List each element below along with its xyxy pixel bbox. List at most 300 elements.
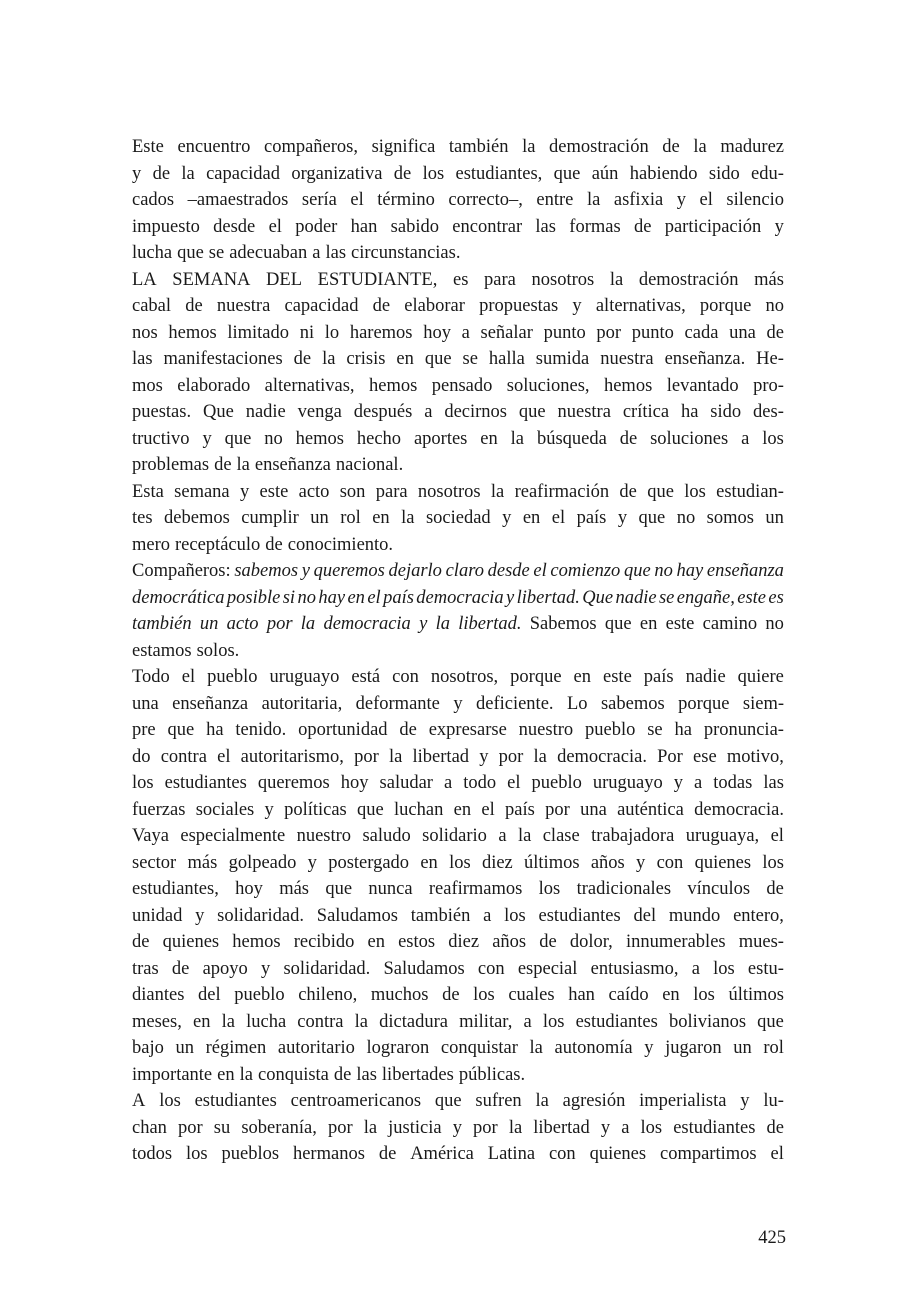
word: y — [261, 958, 271, 979]
word: quienes — [694, 852, 752, 873]
word: a — [691, 958, 700, 979]
word: han — [568, 985, 595, 1005]
word: halla — [488, 349, 525, 369]
word: LA — [132, 269, 157, 290]
text-line — [132, 1062, 784, 1089]
word: limitado — [227, 322, 290, 343]
word: de — [633, 216, 652, 237]
word: de — [442, 985, 460, 1005]
word: capacidad — [206, 163, 281, 184]
word: y — [202, 428, 212, 449]
word: más — [187, 852, 218, 873]
word: las — [325, 243, 347, 263]
word: reafirmamos — [428, 879, 523, 899]
word: término — [377, 190, 435, 210]
word: el — [770, 1144, 784, 1164]
word: el — [181, 667, 196, 687]
word: la — [609, 269, 624, 290]
word: y — [617, 508, 628, 528]
word: en — [217, 1064, 235, 1085]
word: hoy — [235, 879, 263, 899]
word: estudiantes — [194, 1091, 277, 1111]
word: quienes — [162, 932, 220, 952]
word: se — [658, 587, 675, 608]
text-line — [132, 346, 784, 373]
word: hemos — [295, 428, 344, 449]
word: a — [621, 1117, 630, 1138]
word: centroamericanos — [290, 1091, 422, 1111]
word: tenido. — [235, 720, 287, 740]
word: expresarse — [428, 720, 507, 740]
word: que — [167, 720, 195, 740]
word: en — [396, 349, 414, 369]
page-number: 425 — [758, 1228, 786, 1248]
word: de — [766, 879, 784, 899]
word: los — [473, 985, 495, 1005]
word: hemos — [168, 322, 217, 343]
word: años — [492, 932, 527, 952]
word: pueblo — [207, 667, 258, 687]
word: saludar — [379, 773, 433, 793]
word: hay — [318, 587, 346, 608]
word: autoritarismo, — [240, 746, 344, 767]
word: caído — [608, 985, 649, 1005]
word: no — [264, 428, 283, 449]
word: la — [508, 1117, 523, 1138]
word: Vaya — [132, 826, 169, 846]
word: bajo — [132, 1038, 164, 1058]
word: diez — [448, 932, 480, 952]
text-line — [132, 1088, 784, 1115]
word: en — [573, 667, 592, 687]
word: a — [444, 773, 453, 793]
word: unidad — [132, 905, 183, 926]
word: manifestaciones — [163, 349, 283, 369]
word: entero, — [733, 905, 784, 926]
word: quiere — [737, 667, 784, 687]
word: sabemos — [234, 561, 299, 581]
word: de — [619, 428, 638, 449]
word: con — [477, 958, 505, 979]
word: y — [479, 746, 489, 767]
word: con — [656, 852, 684, 873]
word: las — [132, 349, 153, 369]
text-line — [132, 770, 784, 797]
word: la — [300, 614, 316, 634]
word: país — [505, 799, 535, 820]
word: crítica — [622, 402, 670, 422]
word: elaborado — [177, 375, 251, 396]
word: golpeado — [228, 852, 297, 873]
word: quienes — [589, 1144, 647, 1164]
word: muchos — [370, 985, 429, 1005]
word: puestas. — [132, 402, 192, 422]
word: hoy — [340, 773, 369, 793]
word: lucha — [132, 243, 173, 263]
word: soluciones, — [506, 375, 590, 396]
word: los — [762, 852, 784, 873]
word: apoyo — [202, 958, 248, 979]
word: a — [312, 243, 321, 263]
word: y — [452, 1117, 462, 1138]
word: este — [737, 587, 766, 608]
word: motivo, — [726, 746, 784, 767]
word: por — [266, 614, 293, 634]
word: ni — [299, 322, 315, 343]
text-line — [132, 982, 784, 1009]
word: y — [636, 852, 646, 873]
word: que — [604, 614, 632, 634]
word: en — [522, 508, 541, 528]
word: mero — [132, 534, 171, 555]
word: mos — [132, 375, 163, 396]
word: solidario — [422, 826, 487, 846]
word: también — [410, 905, 471, 926]
word: sociales — [195, 799, 255, 820]
word: todo — [463, 773, 497, 793]
word: asfixia — [613, 190, 664, 210]
word: sufren — [475, 1091, 522, 1111]
text-line — [132, 1009, 784, 1036]
word: los — [713, 958, 735, 979]
word: está — [351, 667, 381, 687]
word: años — [590, 852, 625, 873]
word: se — [462, 349, 478, 369]
word: últimos — [524, 852, 580, 873]
word: pensado — [431, 375, 493, 396]
word: nuestra — [600, 349, 654, 369]
word: A — [132, 1091, 146, 1111]
word: han — [350, 216, 378, 237]
word: enseñanza — [706, 561, 784, 581]
word: y — [264, 799, 274, 820]
word: este — [603, 667, 632, 687]
word: los — [684, 481, 706, 502]
word: especial — [517, 958, 578, 979]
word: que — [434, 1091, 462, 1111]
word: ha — [206, 720, 224, 740]
word: compañeros, — [263, 137, 358, 157]
word: para — [375, 481, 408, 502]
word: que — [424, 349, 452, 369]
word: y — [132, 163, 142, 184]
word: demostración — [638, 269, 739, 290]
word: estudiantes, — [455, 163, 543, 184]
word: sería — [301, 190, 337, 210]
word: aportes — [413, 428, 468, 449]
word: que — [638, 508, 666, 528]
word: chileno, — [298, 985, 358, 1005]
word: la — [693, 137, 707, 157]
word: significa — [371, 137, 436, 157]
word: conquista — [257, 1064, 329, 1085]
word: los — [132, 773, 154, 793]
word: alternativas, — [264, 375, 355, 396]
word: nuestro — [518, 720, 574, 740]
text-line — [132, 744, 784, 771]
word: en — [372, 508, 390, 528]
word: últimos — [728, 985, 784, 1005]
word: do — [132, 746, 151, 767]
word: estamos — [132, 640, 192, 661]
word: nuestro — [296, 826, 352, 846]
word: trabajadora — [591, 826, 675, 846]
word: el — [551, 508, 566, 528]
word: cabal — [132, 296, 172, 316]
word: los — [422, 163, 445, 184]
word: no — [297, 587, 316, 608]
word: democracia — [323, 614, 411, 634]
word: a — [741, 428, 750, 449]
word: un — [199, 614, 219, 634]
text-line — [132, 638, 784, 665]
word: y — [419, 614, 428, 634]
text-line — [132, 850, 784, 877]
word: alternativas, — [595, 296, 686, 316]
word: la — [354, 1011, 369, 1032]
text-line — [132, 876, 784, 903]
word: camino — [702, 614, 758, 634]
word: solidaridad. — [283, 958, 371, 979]
word: nadie — [245, 402, 286, 422]
word: fuerzas — [132, 799, 186, 820]
word: innumerables — [625, 932, 726, 952]
word: a — [461, 322, 470, 343]
word: con — [392, 667, 419, 687]
word: siem- — [742, 693, 784, 714]
word: una — [580, 799, 607, 820]
word: de — [171, 958, 190, 979]
word: sociedad — [425, 508, 491, 528]
word: y — [506, 587, 515, 608]
word: encuentro — [177, 137, 251, 157]
word: los — [186, 1144, 208, 1164]
word: pro- — [753, 375, 784, 396]
word: cados — [132, 190, 175, 210]
word: libertad — [533, 1117, 590, 1138]
word: que — [357, 799, 384, 820]
word: régimen — [205, 1038, 267, 1058]
word: ese — [693, 746, 717, 767]
word: formas — [569, 216, 621, 237]
word: no — [676, 508, 696, 528]
word: un — [733, 1038, 752, 1058]
word: tradicionales — [576, 879, 672, 899]
word: los — [693, 985, 715, 1005]
text-line — [132, 399, 784, 426]
word: militar, — [459, 1011, 513, 1032]
text-line — [132, 797, 784, 824]
word: importante — [132, 1064, 213, 1085]
word: la — [322, 349, 336, 369]
word: señalar — [480, 322, 533, 343]
word: país — [576, 508, 607, 528]
word: postergado — [328, 852, 410, 873]
word: la — [522, 137, 536, 157]
word: estudiantes — [164, 773, 247, 793]
word: pre — [132, 720, 156, 740]
word: y — [600, 1117, 611, 1138]
word: que — [623, 561, 651, 581]
word: en — [420, 852, 438, 873]
word: en — [639, 614, 658, 634]
word: del — [633, 905, 657, 926]
word: después — [353, 402, 413, 422]
body-text — [132, 134, 784, 1168]
word: públicas. — [458, 1064, 526, 1085]
word: que — [757, 1011, 784, 1032]
word: también — [132, 614, 192, 634]
word: libertad. — [516, 587, 580, 608]
word: y — [774, 216, 784, 237]
word: el — [533, 561, 547, 581]
word: cuales — [508, 985, 555, 1005]
word: la — [510, 428, 525, 449]
text-line — [132, 691, 784, 718]
word: por — [178, 1117, 203, 1138]
word: uruguaya, — [685, 826, 760, 846]
word: comienzo — [550, 561, 621, 581]
word: nuestra — [557, 402, 611, 422]
word: de — [539, 932, 557, 952]
word: rol — [763, 1038, 784, 1058]
word: libertad — [412, 746, 470, 767]
word: uruguayo — [269, 667, 340, 687]
word: nadie — [615, 587, 657, 608]
word: meses, — [132, 1011, 182, 1032]
word: conocimiento. — [287, 534, 394, 555]
word: contra — [160, 746, 207, 767]
word: tras — [132, 958, 159, 979]
word: pueblos — [221, 1144, 280, 1164]
word: de — [214, 455, 232, 475]
word: la — [435, 614, 450, 634]
word: por — [498, 746, 524, 767]
text-line — [132, 611, 784, 638]
text-line — [132, 505, 784, 532]
word: de — [378, 1144, 397, 1164]
word: de — [132, 932, 150, 952]
word: que — [647, 481, 674, 502]
word: hoy — [423, 322, 451, 343]
word: y — [572, 296, 582, 316]
word: sumida — [535, 349, 590, 369]
word: soberanía, — [241, 1117, 317, 1138]
word: auténtica — [617, 799, 684, 820]
text-line — [132, 161, 784, 188]
word: los — [449, 852, 471, 873]
word: la — [239, 1064, 253, 1085]
word: todas — [713, 773, 753, 793]
word: el — [481, 799, 495, 820]
word: de — [766, 322, 784, 343]
word: los — [159, 1091, 181, 1111]
word: acto — [298, 481, 330, 502]
word: nunca — [368, 879, 413, 899]
text-line — [132, 1141, 784, 1168]
text-line — [132, 823, 784, 850]
word: no — [765, 614, 784, 634]
word: porque — [699, 296, 752, 316]
word: y — [676, 190, 686, 210]
word: la — [388, 746, 403, 767]
word: compartimos — [660, 1144, 757, 1164]
word: clase — [542, 826, 580, 846]
word: sido — [708, 163, 740, 184]
word: el — [367, 587, 381, 608]
word: Todo — [132, 667, 170, 687]
word: de — [293, 349, 312, 369]
word: no — [654, 561, 673, 581]
word: todos — [132, 1144, 173, 1164]
word: Saludamos — [316, 905, 398, 926]
word: si — [282, 587, 296, 608]
word: desde — [213, 216, 256, 237]
word: pueblo — [234, 985, 285, 1005]
word: Que — [202, 402, 234, 422]
word: este — [259, 481, 289, 502]
word: los — [762, 428, 784, 449]
word: debemos — [164, 508, 230, 528]
word: dejarlo — [388, 561, 442, 581]
word: haremos — [349, 322, 413, 343]
word: se — [208, 243, 225, 263]
word: estudian- — [716, 481, 784, 502]
word: la — [181, 163, 195, 184]
text-line — [132, 558, 784, 585]
word: Esta — [132, 481, 164, 502]
word: He- — [756, 349, 784, 369]
word: estudiantes — [575, 1011, 658, 1032]
word: un — [310, 508, 329, 528]
word: la — [490, 481, 505, 502]
word: Por — [657, 746, 683, 767]
word: ESTUDIANTE, — [317, 269, 438, 290]
word: correcto–, — [448, 190, 523, 210]
word: los — [542, 1011, 565, 1032]
word: tructivo — [132, 428, 190, 449]
word: agresión — [562, 1091, 626, 1111]
word: edu- — [751, 163, 784, 184]
text-line — [132, 293, 784, 320]
word: cumplir — [241, 508, 299, 528]
word: y — [502, 508, 512, 528]
word: de — [766, 1117, 784, 1138]
word: conquistar — [440, 1038, 518, 1058]
text-line — [132, 664, 784, 691]
word: sabemos — [600, 693, 665, 714]
word: Sabemos — [529, 614, 597, 634]
word: búsqueda — [536, 428, 607, 449]
word: diez — [481, 852, 513, 873]
word: des- — [753, 402, 784, 422]
word: pueblo — [531, 773, 582, 793]
word: el — [507, 773, 521, 793]
word: por — [327, 1117, 353, 1138]
word: Saludamos — [383, 958, 465, 979]
word: impuesto — [132, 216, 200, 237]
word: por — [354, 746, 379, 767]
word: los — [640, 1117, 663, 1138]
word: es — [452, 269, 469, 290]
word: una — [729, 322, 756, 343]
word: hemos — [368, 375, 418, 396]
word: hemos — [603, 375, 653, 396]
text-line — [132, 929, 784, 956]
word: las — [535, 216, 556, 237]
word: la — [363, 1117, 378, 1138]
word: autoritaria, — [261, 693, 343, 714]
